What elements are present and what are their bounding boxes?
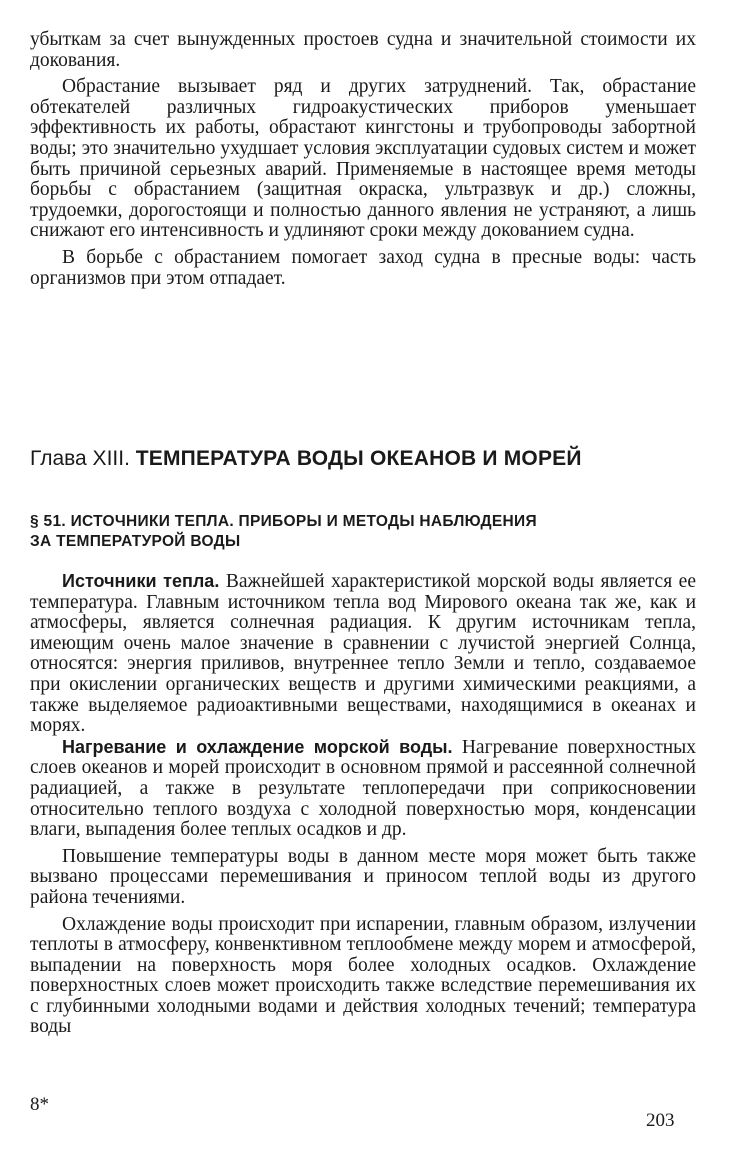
section-heading-line1: § 51. ИСТОЧНИКИ ТЕПЛА. ПРИБОРЫ И МЕТОДЫ НАБЛЮДЕНИЯ bbox=[30, 513, 537, 530]
paragraph-text: Важнейшей характеристикой морской воды является ее температура. Главным источником тепла вод Мирового океана так же, как и атмосферы, является солнечная радиация. К другим источникам тепла, имеющим очень малое значение в сравнении с лучистой энергией Солнца, относятся: энергия приливов, внутреннее тепло Земли и тепло, создаваемое при окислении органических веществ и другими химическими реакциями, а также выделяемое радиоактивными веществами, находящимися в океанах и морях. bbox=[30, 571, 696, 737]
chapter-title: ТЕМПЕРАТУРА ВОДЫ ОКЕАНОВ И МОРЕЙ bbox=[135, 447, 582, 470]
chapter-heading bbox=[30, 446, 696, 472]
paragraph-fouling-problems: Обрастание вызывает ряд и других затруднений. Так, обрастание обтекателей различных гидроакустических приборов уменьшает эффективность их работы, обрастают кингстоны и трубопроводы забортной воды; это значительно ухудшает условия эксплуатации судовых систем и может быть причиной серьезных аварий. Применяемые в настоящее время методы борьбы с обрастанием (защитная окраска, ультразвук и др.) сложны, трудоемки, дорогостоящи и полностью данного явления не устраняют, а лишь снижают его интенсивность и удлиняют сроки между докованием судна. bbox=[30, 76, 696, 242]
paragraph-text: Нагревание поверхностных слоев океанов и морей происходит в основном прямой и рассеянной солнечной радиацией, а также в результате теплопередачи при соприкосновении относительно теплого воздуха с холодной поверхностью моря, конденсации влаги, выпадения более теплых осадков и др. bbox=[30, 736, 696, 841]
paragraph-text: Охлаждение воды происходит при испарении, главным образом, излучении теплоты в атмосферу, конвенктивном теплообмене между морем и атмосферой, выпадении на поверхность моря более холодных осадков. Охлаждение поверхностных слоев может происходить также вследствие перемешивания их с глубинными холодными водами и действия холодных течений; температура воды bbox=[30, 913, 696, 1038]
section-heading-line2: ЗА ТЕМПЕРАТУРОЙ ВОДЫ bbox=[30, 533, 241, 550]
paragraph-cooling bbox=[30, 915, 696, 1039]
paragraph-temperature-rise bbox=[30, 847, 696, 909]
paragraph-continuation: убыткам за счет вынужденных простоев судна и значительной стоимости их докования. bbox=[30, 29, 696, 71]
page-number: 203 bbox=[646, 1110, 675, 1131]
run-in-heading: Нагревание и охлаждение морской воды. bbox=[62, 736, 453, 757]
paragraph-fresh-water: В борьбе с обрастанием помогает заход судна в пресные воды: часть организмов при этом отпадает. bbox=[30, 246, 696, 289]
paragraph-heating-cooling bbox=[30, 737, 696, 841]
chapter-label: Глава XIII. bbox=[30, 447, 130, 470]
paragraph-heat-sources bbox=[30, 571, 696, 737]
paragraph-text: Повышение температуры воды в данном месте моря может быть также вызвано процессами перемешивания и приносом теплой воды из другого района течениями. bbox=[30, 845, 696, 908]
section-body bbox=[30, 571, 696, 1038]
section-heading bbox=[30, 512, 630, 552]
top-text-block bbox=[30, 30, 696, 289]
signature-mark: 8* bbox=[30, 1094, 49, 1115]
run-in-heading: Источники тепла. bbox=[62, 571, 220, 591]
